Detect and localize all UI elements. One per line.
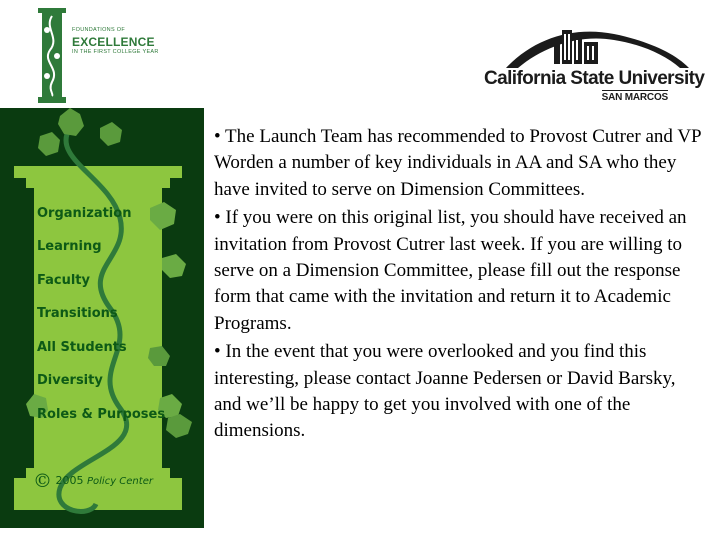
dimension-item-transitions: Transitions <box>37 306 118 321</box>
body-paragraph-1: • The Launch Team has recommended to Provost Cutrer and VP Worden a number of key individuals in AA and SA who they have invited to serve on Dimension Committees. <box>214 126 701 200</box>
logo-line-1: FOUNDATIONS OF <box>72 27 125 33</box>
copyright-year: 2005 <box>55 474 84 487</box>
logo-line-3: IN THE FIRST COLLEGE YEAR <box>72 48 159 55</box>
csu-san-marcos-logo <box>484 16 705 106</box>
slide-body-text <box>214 124 706 447</box>
dimension-item-faculty: Faculty <box>37 273 90 288</box>
body-paragraph-3: • In the event that you were overlooked and you find this interesting, please contact Joanne Pedersen or David Barsky, and we’ll be happy to get you involved with one of the dimensions. <box>214 341 676 442</box>
dimensions-panel <box>0 108 204 528</box>
dimension-item-organization: Organization <box>37 206 132 221</box>
logo-line-2: EXCELLENCE <box>72 34 155 49</box>
campus-skyline-icon <box>484 16 696 72</box>
dimension-item-all-students: All Students <box>37 340 127 355</box>
pillar-logo-icon <box>36 6 166 106</box>
dimension-item-roles-purposes: Roles & Purposes <box>37 407 166 422</box>
campus-name: SAN MARCOS <box>601 92 668 103</box>
copyright-notice <box>33 470 153 492</box>
dimension-item-learning: Learning <box>37 239 102 254</box>
university-name: California State University <box>484 68 705 89</box>
body-paragraph-2: • If you were on this original list, you should have received an invitation from Provost Cutrer last week. If you are willing to serve on a Dimension Committee, please fill out the response form that came with the invitation and return it to Academic Programs. <box>214 207 687 334</box>
foundations-of-excellence-logo <box>36 6 166 106</box>
copyright-icon: © <box>33 470 52 492</box>
copyright-org: Policy Center <box>87 476 153 487</box>
dimension-item-diversity: Diversity <box>37 373 103 388</box>
